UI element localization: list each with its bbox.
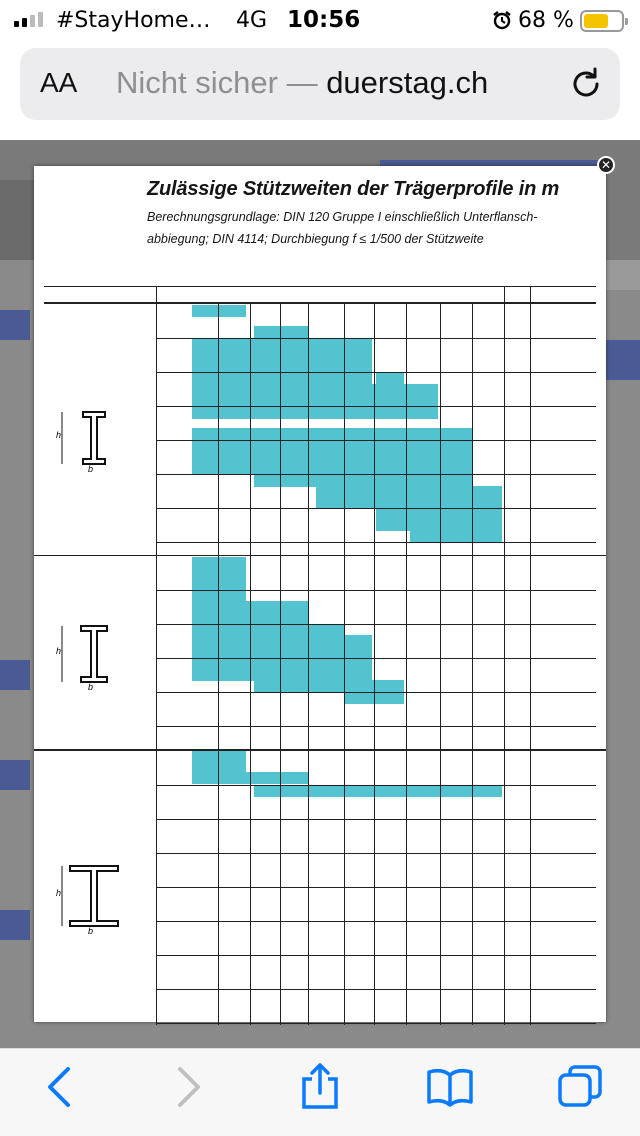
signal-bars-icon xyxy=(14,12,43,27)
clock: 10:56 xyxy=(287,7,361,33)
section-rule xyxy=(34,555,606,557)
highlight-area xyxy=(192,339,372,385)
group-rule xyxy=(156,785,596,786)
group-rule xyxy=(156,658,596,659)
network-type: 4G xyxy=(236,8,268,33)
lightbox-popup xyxy=(34,166,606,1022)
subtitle-line-1: Berechnungsgrundlage: DIN 120 Gruppe I einschließlich Unterflansch- xyxy=(147,210,538,224)
svg-text:b: b xyxy=(88,926,94,936)
forward-icon[interactable] xyxy=(164,1063,212,1111)
url-separator: — xyxy=(286,65,318,100)
i-beam-sketch-icon xyxy=(44,856,144,936)
back-icon[interactable] xyxy=(36,1063,84,1111)
load-col-rule-5 xyxy=(374,302,375,1025)
load-col-rule-4 xyxy=(344,302,345,1025)
load-col-rule-2 xyxy=(280,302,281,1025)
i-beam-sketch-icon xyxy=(44,402,144,474)
svg-text:h: h xyxy=(56,430,62,440)
header-rule xyxy=(44,286,596,287)
browser-toolbar xyxy=(0,1048,640,1136)
reload-icon[interactable] xyxy=(568,66,604,102)
subtitle-line-2: abbiegung; DIN 4114; Durchbiegung f ≤ 1/500 der Stützweite xyxy=(147,232,484,246)
highlight-area xyxy=(376,509,502,531)
header-rule-bottom xyxy=(44,302,596,304)
profile-col-rule xyxy=(156,286,157,1025)
svg-text:h: h xyxy=(56,646,62,656)
highlight-area xyxy=(192,305,246,317)
text-size-button[interactable] xyxy=(40,67,77,99)
carrier-name: #StayHome… xyxy=(56,8,211,33)
load-col-rule-8 xyxy=(472,302,473,1025)
group-rule xyxy=(156,887,596,888)
load-col-rule-0 xyxy=(218,302,219,1025)
load-col-rule-1 xyxy=(250,302,251,1025)
load-col-rule-6 xyxy=(406,302,407,1025)
share-icon[interactable] xyxy=(296,1063,344,1111)
group-rule xyxy=(156,726,596,727)
highlight-area xyxy=(192,635,372,657)
i-beam-sketch-icon xyxy=(44,616,144,692)
highlight-area xyxy=(192,659,372,681)
section-rule xyxy=(34,749,606,751)
group-rule xyxy=(156,853,596,854)
tabs-icon[interactable] xyxy=(556,1063,604,1111)
group-rule xyxy=(156,474,596,475)
group-rule xyxy=(156,440,596,441)
battery-level xyxy=(584,14,608,28)
group-rule xyxy=(156,508,596,509)
url-domain: duerstag.ch xyxy=(326,65,489,100)
highlight-area xyxy=(410,530,502,542)
group-rule xyxy=(156,989,596,990)
alarm-clock-icon xyxy=(492,10,512,30)
group-rule xyxy=(156,624,596,625)
highlight-area xyxy=(192,452,472,474)
group-rule xyxy=(156,406,596,407)
svg-text:b: b xyxy=(88,464,94,474)
group-rule xyxy=(156,542,596,543)
highlight-area xyxy=(254,680,404,692)
battery-percent: 68 % xyxy=(518,8,574,33)
text-size-label: AA xyxy=(40,67,78,98)
table-title: Zulässige Stützweiten der Trägerprofile in m xyxy=(147,178,560,200)
status-bar xyxy=(0,0,640,40)
dims-col-rule-2 xyxy=(530,286,531,1025)
highlight-area xyxy=(192,384,438,419)
group-rule xyxy=(156,921,596,922)
span-table-document xyxy=(34,166,606,1022)
group-rule xyxy=(156,819,596,820)
group-rule xyxy=(156,1023,596,1024)
dims-col-rule xyxy=(504,286,505,1025)
group-rule xyxy=(156,372,596,373)
group-rule xyxy=(156,590,596,591)
load-col-rule-3 xyxy=(308,302,309,1025)
highlight-area xyxy=(254,326,308,338)
load-col-rule-7 xyxy=(440,302,441,1025)
close-icon[interactable]: ✕ xyxy=(597,156,615,174)
url-field[interactable] xyxy=(116,65,488,101)
highlight-area xyxy=(192,557,246,590)
group-rule xyxy=(156,338,596,339)
highlight-area xyxy=(254,785,502,797)
highlight-area xyxy=(192,751,246,773)
address-bar[interactable] xyxy=(20,48,620,120)
group-rule xyxy=(156,692,596,693)
bookmarks-icon[interactable] xyxy=(426,1063,474,1111)
group-rule xyxy=(156,955,596,956)
svg-text:b: b xyxy=(88,682,94,692)
svg-text:h: h xyxy=(56,888,62,898)
battery-icon xyxy=(580,10,624,32)
not-secure-label: Nicht sicher xyxy=(116,65,278,100)
